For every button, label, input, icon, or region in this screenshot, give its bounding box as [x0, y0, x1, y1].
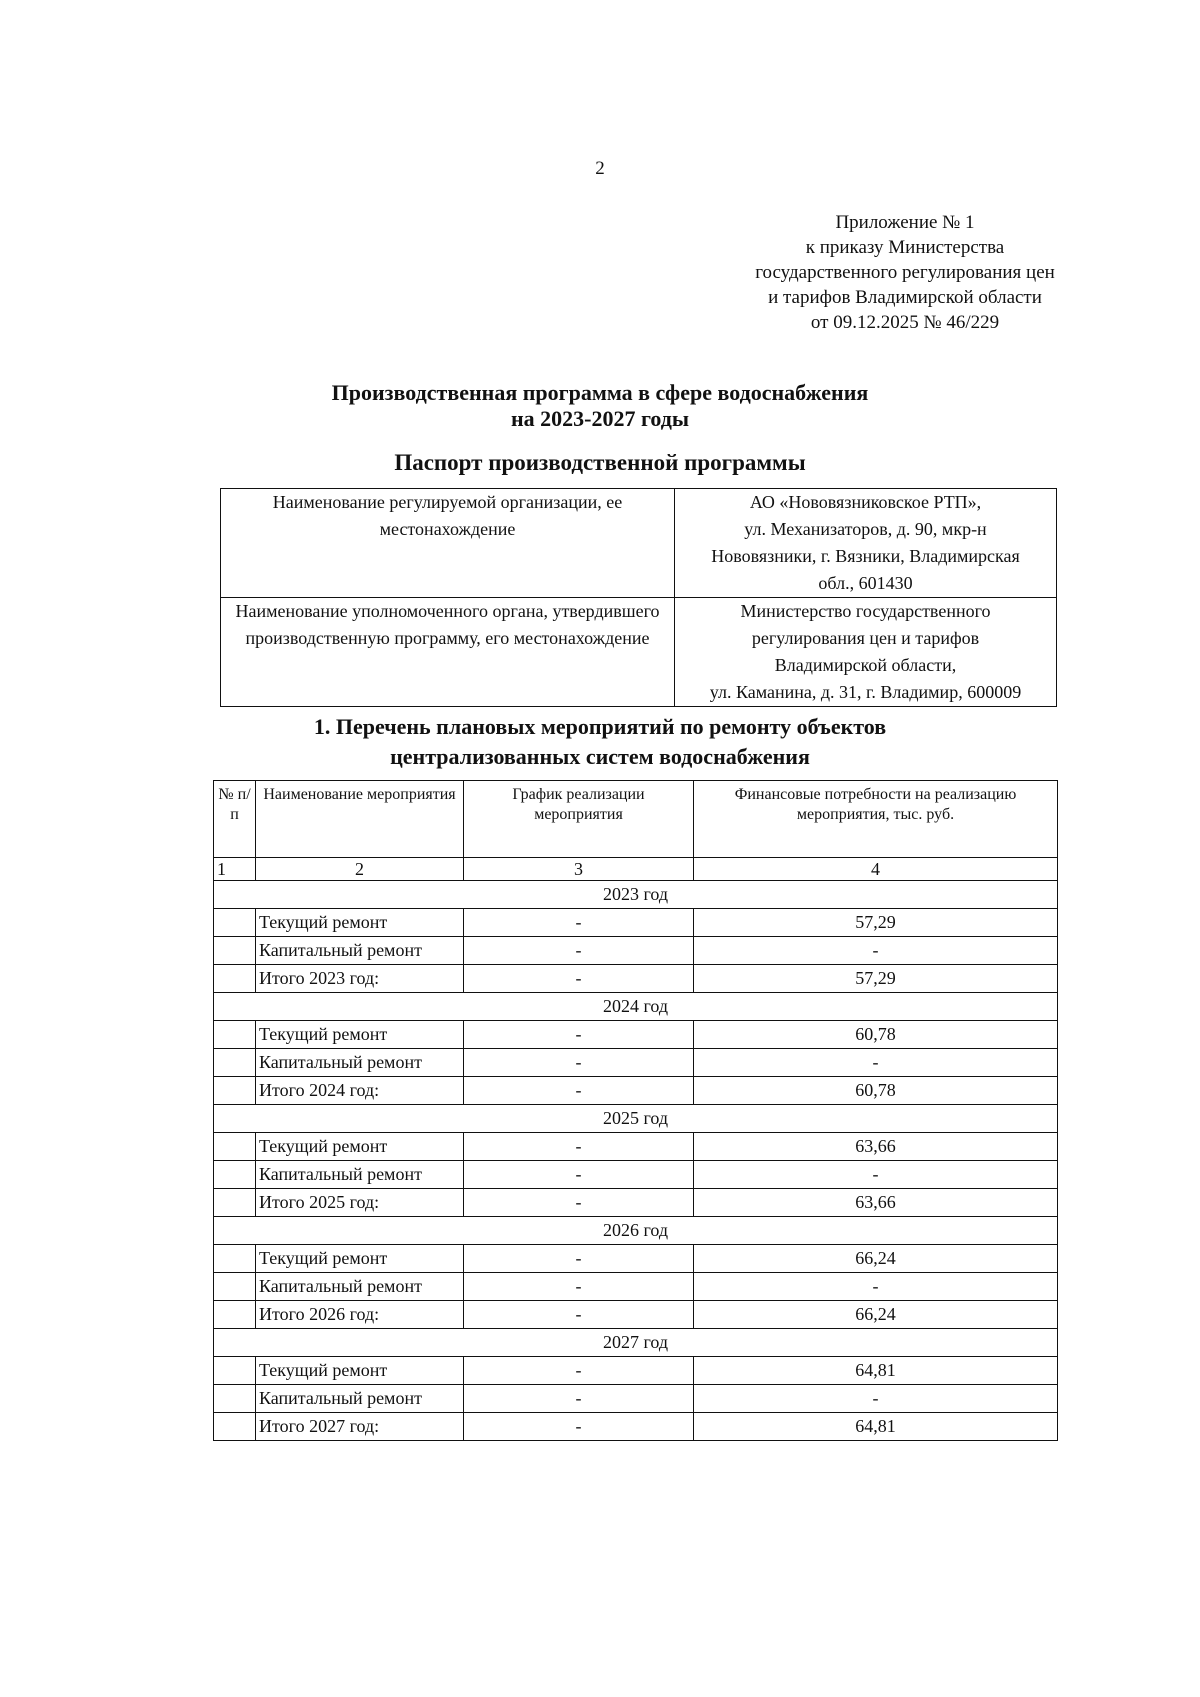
- row-schedule: -: [464, 937, 694, 965]
- header-schedule: График реализации мероприятия: [464, 781, 694, 858]
- row-schedule: -: [464, 1385, 694, 1413]
- document-title-line1: Производственная программа в сфере водоснабжения: [331, 380, 869, 405]
- passport-value: [675, 489, 1057, 598]
- row-schedule: -: [464, 1273, 694, 1301]
- row-schedule: -: [464, 1413, 694, 1441]
- row-name: Итого 2024 год:: [256, 1077, 464, 1105]
- row-number-cell: [214, 1273, 256, 1301]
- table-header-row: [214, 781, 1058, 858]
- row-name: Итого 2027 год:: [256, 1413, 464, 1441]
- table-row: [214, 965, 1058, 993]
- row-number-cell: [214, 1413, 256, 1441]
- appendix-line: от 09.12.2025 № 46/229: [810, 312, 1000, 333]
- row-schedule: -: [464, 1049, 694, 1077]
- passport-value-line: Нововязники, г. Вязники, Владимирская: [711, 546, 1020, 566]
- row-name: Текущий ремонт: [256, 1357, 464, 1385]
- row-schedule: -: [464, 965, 694, 993]
- passport-row: [221, 598, 1057, 707]
- year-row: [214, 1105, 1058, 1133]
- table-row: [214, 1273, 1058, 1301]
- row-amount: -: [694, 1385, 1058, 1413]
- column-numbers-row: [214, 858, 1058, 881]
- row-amount: 66,24: [694, 1301, 1058, 1329]
- passport-row: [221, 489, 1057, 598]
- row-number-cell: [214, 1077, 256, 1105]
- page-number: 2: [595, 158, 605, 179]
- row-schedule: -: [464, 1245, 694, 1273]
- row-name: Итого 2026 год:: [256, 1301, 464, 1329]
- column-number: 2: [256, 858, 464, 881]
- table-row: [214, 1245, 1058, 1273]
- row-name: Итого 2025 год:: [256, 1189, 464, 1217]
- year-label: 2023 год: [214, 881, 1058, 909]
- row-number-cell: [214, 965, 256, 993]
- passport-value-line: ул. Механизаторов, д. 90, мкр-н: [744, 519, 987, 539]
- row-amount: 63,66: [694, 1133, 1058, 1161]
- passport-value-line: ул. Каманина, д. 31, г. Владимир, 600009: [709, 682, 1022, 702]
- document-title-line2: на 2023-2027 годы: [510, 406, 690, 431]
- row-name: Капитальный ремонт: [256, 1049, 464, 1077]
- appendix-block: [725, 210, 1085, 335]
- table-row: [214, 1385, 1058, 1413]
- passport-label: Наименование регулируемой организации, ее местонахождение: [221, 489, 675, 598]
- year-label: 2026 год: [214, 1217, 1058, 1245]
- row-amount: -: [694, 1161, 1058, 1189]
- table-row: [214, 1301, 1058, 1329]
- row-schedule: -: [464, 1077, 694, 1105]
- appendix-line: к приказу Министерства: [805, 237, 1005, 258]
- table-row: [214, 909, 1058, 937]
- row-schedule: -: [464, 1301, 694, 1329]
- row-schedule: -: [464, 1133, 694, 1161]
- year-label: 2025 год: [214, 1105, 1058, 1133]
- row-schedule: -: [464, 1021, 694, 1049]
- row-number-cell: [214, 1301, 256, 1329]
- table-row: [214, 1357, 1058, 1385]
- passport-value: [675, 598, 1057, 707]
- year-row: [214, 1217, 1058, 1245]
- table-row: [214, 937, 1058, 965]
- passport-value-line: регулирования цен и тарифов: [751, 628, 980, 648]
- row-number-cell: [214, 1133, 256, 1161]
- row-name: Капитальный ремонт: [256, 1273, 464, 1301]
- appendix-line: и тарифов Владимирской области: [768, 287, 1042, 308]
- row-amount: -: [694, 937, 1058, 965]
- section-title: [0, 712, 1200, 772]
- row-amount: -: [694, 1049, 1058, 1077]
- row-name: Капитальный ремонт: [256, 1161, 464, 1189]
- row-name: Текущий ремонт: [256, 1021, 464, 1049]
- row-number-cell: [214, 1245, 256, 1273]
- row-number-cell: [214, 1385, 256, 1413]
- row-name: Текущий ремонт: [256, 909, 464, 937]
- row-number-cell: [214, 1049, 256, 1077]
- passport-label: Наименование уполномоченного органа, утвердившего производственную программу, его местонахождение: [221, 598, 675, 707]
- passport-value-line: АО «Нововязниковское РТП»,: [749, 492, 982, 512]
- section-title-line1: 1. Перечень плановых мероприятий по ремонту объектов: [313, 714, 887, 739]
- row-name: Капитальный ремонт: [256, 1385, 464, 1413]
- passport-value-line: обл., 601430: [818, 573, 913, 593]
- year-label: 2024 год: [214, 993, 1058, 1021]
- passport-value-line: Владимирской области,: [774, 655, 957, 675]
- row-number-cell: [214, 1357, 256, 1385]
- row-amount: 60,78: [694, 1021, 1058, 1049]
- row-amount: 66,24: [694, 1245, 1058, 1273]
- header-funding: Финансовые потребности на реализацию мероприятия, тыс. руб.: [694, 781, 1058, 858]
- appendix-line: государственного регулирования цен: [755, 262, 1055, 283]
- year-row: [214, 993, 1058, 1021]
- table-row: [214, 1189, 1058, 1217]
- row-schedule: -: [464, 1161, 694, 1189]
- row-amount: 64,81: [694, 1357, 1058, 1385]
- row-amount: 57,29: [694, 909, 1058, 937]
- passport-value-line: Министерство государственного: [740, 601, 991, 621]
- table-row: [214, 1049, 1058, 1077]
- year-row: [214, 881, 1058, 909]
- row-name: Капитальный ремонт: [256, 937, 464, 965]
- passport-table: [220, 488, 1057, 707]
- row-number-cell: [214, 909, 256, 937]
- header-number: № п/п: [214, 781, 256, 858]
- row-amount: 57,29: [694, 965, 1058, 993]
- section-title-line2: централизованных систем водоснабжения: [390, 744, 810, 769]
- column-number: 3: [464, 858, 694, 881]
- row-number-cell: [214, 1189, 256, 1217]
- row-schedule: -: [464, 909, 694, 937]
- table-row: [214, 1021, 1058, 1049]
- document-title: [0, 380, 1200, 432]
- row-amount: 64,81: [694, 1413, 1058, 1441]
- row-number-cell: [214, 937, 256, 965]
- passport-title: Паспорт производственной программы: [394, 450, 806, 475]
- table-row: [214, 1133, 1058, 1161]
- row-amount: 60,78: [694, 1077, 1058, 1105]
- plan-table: [213, 780, 1058, 1441]
- year-row: [214, 1329, 1058, 1357]
- row-schedule: -: [464, 1357, 694, 1385]
- column-number: 4: [694, 858, 1058, 881]
- row-amount: 63,66: [694, 1189, 1058, 1217]
- row-number-cell: [214, 1161, 256, 1189]
- row-amount: -: [694, 1273, 1058, 1301]
- row-name: Итого 2023 год:: [256, 965, 464, 993]
- header-name: Наименование мероприятия: [256, 781, 464, 858]
- row-name: Текущий ремонт: [256, 1133, 464, 1161]
- table-row: [214, 1161, 1058, 1189]
- table-row: [214, 1077, 1058, 1105]
- year-label: 2027 год: [214, 1329, 1058, 1357]
- row-schedule: -: [464, 1189, 694, 1217]
- row-name: Текущий ремонт: [256, 1245, 464, 1273]
- row-number-cell: [214, 1021, 256, 1049]
- column-number: 1: [214, 858, 256, 881]
- table-row: [214, 1413, 1058, 1441]
- appendix-line: Приложение № 1: [835, 212, 975, 233]
